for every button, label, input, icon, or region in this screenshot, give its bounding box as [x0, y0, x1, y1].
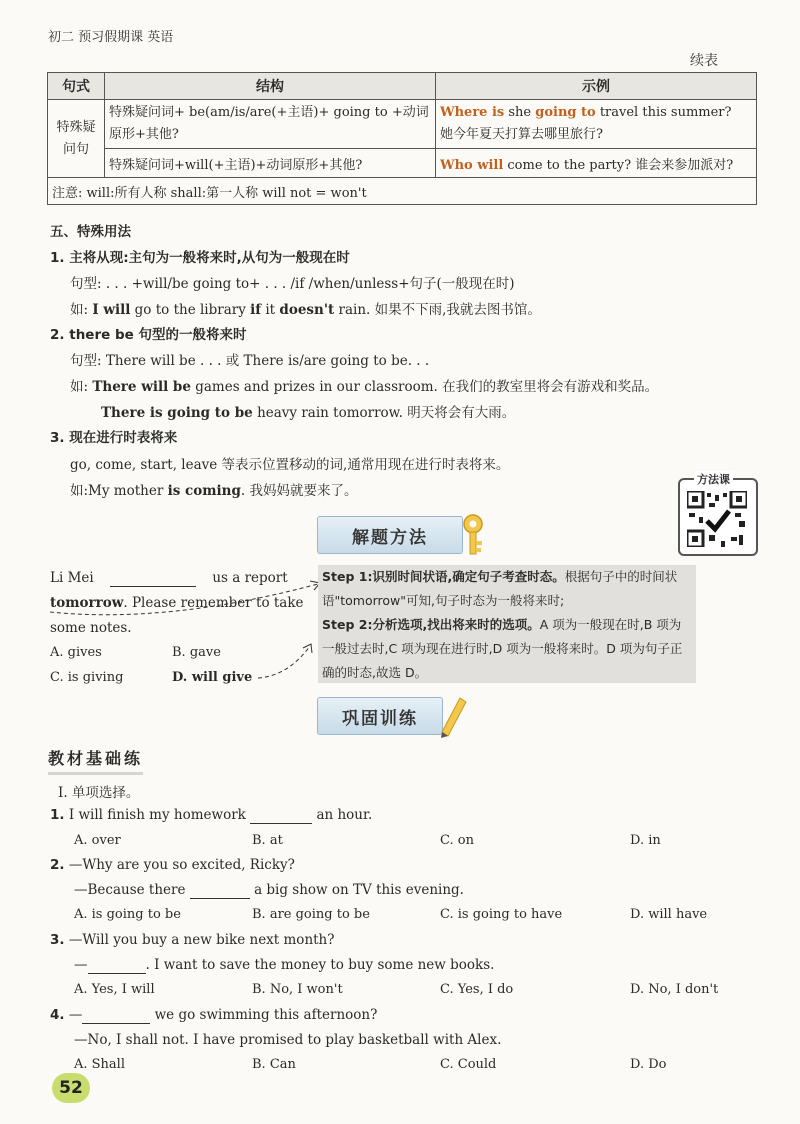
question-3-text-b: . I want to save the money to buy some new books.	[145, 957, 495, 973]
question-2-text-a: —Because there	[74, 882, 186, 898]
pencil-icon	[438, 692, 468, 738]
method-q-text: . Please remember to take	[123, 595, 304, 611]
q2-option-d[interactable]: D. will have	[630, 907, 708, 922]
q1-option-c[interactable]: C. on	[440, 833, 474, 848]
exercise-part-title: Ⅰ. 单项选择。	[58, 785, 140, 801]
usage-1-ex-text-3: rain. 如果不下雨,我就去图书馆。	[334, 302, 541, 318]
question-3-line-2	[74, 957, 494, 974]
method-option-a: A. gives	[50, 645, 102, 660]
method-option-b: B. gave	[172, 645, 221, 660]
usage-2-ex2-bold: There is going to be	[101, 405, 253, 421]
table-row	[48, 149, 757, 178]
exercise-heading: 教材基础练	[48, 746, 143, 775]
usage-1-ex-text-2: it	[261, 302, 280, 318]
question-4	[50, 1007, 377, 1024]
q1-option-d[interactable]: D. in	[630, 833, 661, 848]
question-2-text-b: a big show on TV this evening.	[254, 882, 464, 898]
qr-label: 方法课	[694, 471, 733, 487]
question-3-line-1: —Will you buy a new bike next month?	[68, 932, 335, 948]
q3-option-b[interactable]: B. No, I won't	[252, 982, 343, 997]
method-q-keyword: tomorrow	[50, 595, 124, 611]
question-2-line-1: —Why are you so excited, Ricky?	[68, 857, 295, 873]
table-row	[48, 100, 757, 149]
usage-2-ex1-text: games and prizes in our classroom. 在我们的教室里将会有游戏和奖品。	[190, 379, 659, 395]
table-header-row	[48, 73, 757, 100]
note-cell: 注意: will:所有人称 shall:第一人称 will not = won't	[48, 178, 757, 205]
usage-3-num: 3.	[50, 430, 65, 446]
table-row	[48, 178, 757, 205]
method-option-d: D. will give	[172, 670, 253, 685]
qr-code-card[interactable]	[678, 473, 758, 556]
header-sentence-type: 句式	[48, 73, 105, 100]
qr-code-icon	[687, 491, 747, 547]
usage-2-title-text: there be 句型的一般将来时	[69, 327, 247, 343]
question-1-text-a: I will finish my homework	[68, 807, 246, 823]
key-icon	[458, 513, 488, 557]
usage-2-pattern: 句型: There will be . . . 或 There is/are going to be. . .	[70, 353, 430, 369]
usage-1-ex-bold-3: doesn't	[279, 302, 335, 318]
header-example: 示例	[436, 73, 757, 100]
usage-2-num: 2.	[50, 327, 65, 343]
method-option-c: C. is giving	[50, 670, 124, 685]
usage-1-ex-prefix: 如:	[70, 302, 93, 318]
method-arrows	[48, 572, 328, 688]
question-4-text-a: —	[68, 1007, 83, 1023]
example-highlight-1: Where is	[440, 105, 505, 120]
usage-1-title-text: 主将从现:主句为一般将来时,从句为一般现在时	[69, 250, 350, 266]
continued-label: 续表	[690, 53, 718, 69]
usage-1-example	[70, 298, 541, 318]
page-number: 52	[52, 1073, 90, 1103]
example-cell-2	[436, 149, 757, 178]
usage-2-ex2-text: heavy rain tomorrow. 明天将会有大雨。	[252, 405, 516, 421]
example-highlight-3: Who will	[440, 157, 504, 173]
method-banner: 解题方法	[317, 516, 463, 554]
usage-2-example-2	[101, 401, 515, 421]
step-2-title: 分析选项,找出将来时的选项。	[372, 617, 540, 632]
step-1-label: Step 1:	[322, 569, 373, 584]
usage-1-ex-text-1: go to the library	[130, 302, 251, 318]
q3-option-d[interactable]: D. No, I don't	[630, 982, 719, 997]
q4-option-a[interactable]: A. Shall	[74, 1057, 125, 1072]
example-cell-1	[436, 100, 757, 149]
grammar-table	[47, 72, 757, 205]
question-2	[50, 857, 295, 873]
header-structure: 结构	[105, 73, 436, 100]
usage-3-example	[70, 479, 358, 499]
step-1-title: 识别时间状语,确定句子考查时态。	[372, 569, 565, 584]
method-q-verb-phrase: us a report	[212, 570, 288, 586]
question-4-blank[interactable]	[82, 1007, 150, 1024]
usage-3-ex-bold: is coming	[167, 483, 241, 499]
q4-option-c[interactable]: C. Could	[440, 1057, 497, 1072]
question-3-num: 3.	[50, 932, 65, 948]
row-label-text: 特殊疑问句	[56, 119, 96, 157]
question-1	[50, 807, 372, 824]
usage-1-title	[50, 246, 350, 266]
question-1-text-b: an hour.	[316, 807, 373, 823]
usage-3-title-text: 现在进行时表将来	[69, 430, 178, 446]
question-4-num: 4.	[50, 1007, 65, 1023]
practice-banner: 巩固训练	[317, 697, 443, 735]
usage-2-example-1	[70, 375, 658, 395]
usage-1-pattern: 句型: . . . +will/be going to+ . . . /if /when/unless+句子(一般现在时)	[70, 276, 515, 292]
q4-option-d[interactable]: D. Do	[630, 1057, 667, 1072]
q4-option-b[interactable]: B. Can	[252, 1057, 296, 1072]
question-4-text-b: we go swimming this afternoon?	[154, 1007, 378, 1023]
q3-option-a[interactable]: A. Yes, I will	[74, 982, 155, 997]
q1-option-a[interactable]: A. over	[74, 833, 121, 848]
method-steps-box	[318, 565, 696, 683]
example-text-1: she	[504, 105, 536, 120]
structure-cell-2: 特殊疑问词+will(+主语)+动词原形+其他?	[105, 149, 436, 178]
example-highlight-2: going to	[535, 105, 596, 120]
example-chinese-1: 她今年夏天打算去哪里旅行?	[440, 127, 603, 142]
method-question-line-3: some notes.	[50, 620, 132, 636]
step-1-text: 根据句子中的时间状语"tomorrow"可知,句子时态为一般将来时;	[322, 569, 678, 608]
question-3-text-a: —	[74, 957, 88, 973]
structure-cell-1: 特殊疑问词+ be(am/is/are(+主语)+ going to +动词原形+其他?	[105, 100, 436, 149]
question-2-num: 2.	[50, 857, 65, 873]
usage-2-ex1-prefix: 如:	[70, 379, 93, 395]
q1-option-b[interactable]: B. at	[252, 833, 283, 848]
question-3	[50, 932, 335, 948]
step-2-text: A 项为一般现在时,B 项为一般过去时,C 项为现在进行时,D 项为一般将来时。D 项为句子正确的时态,故选 D。	[322, 617, 683, 680]
usage-1-ex-bold-1: I will	[92, 302, 131, 318]
q2-option-b[interactable]: B. are going to be	[252, 907, 370, 922]
question-3-blank[interactable]	[88, 957, 146, 974]
question-1-blank[interactable]	[250, 807, 312, 824]
q2-option-a[interactable]: A. is going to be	[74, 907, 181, 922]
row-label	[48, 100, 105, 178]
example-text-3: come to the party? 谁会来参加派对?	[503, 157, 734, 173]
q2-option-c[interactable]: C. is going to have	[440, 907, 563, 922]
q3-option-c[interactable]: C. Yes, I do	[440, 982, 514, 997]
running-header: 初二 预习假期课 英语	[48, 30, 174, 45]
question-2-line-2	[74, 882, 464, 899]
usage-1-num: 1.	[50, 250, 65, 266]
usage-2-title	[50, 323, 247, 343]
section-title: 五、特殊用法	[50, 224, 131, 240]
question-4-line-2: —No, I shall not. I have promised to play basketball with Alex.	[74, 1032, 502, 1048]
question-2-blank[interactable]	[190, 882, 250, 899]
usage-3-ex-prefix: 如:My mother	[70, 483, 168, 499]
method-q-subject: Li Mei	[50, 570, 94, 586]
usage-1-ex-bold-2: if	[250, 302, 262, 318]
question-1-num: 1.	[50, 807, 65, 823]
step-2-label: Step 2:	[322, 617, 373, 632]
usage-3-desc: go, come, start, leave 等表示位置移动的词,通常用现在进行时表将来。	[70, 457, 510, 473]
usage-3-ex-text: . 我妈妈就要来了。	[240, 483, 358, 499]
usage-2-ex1-bold: There will be	[92, 379, 191, 395]
usage-3-title	[50, 426, 177, 446]
example-text-2: travel this summer?	[595, 105, 732, 120]
